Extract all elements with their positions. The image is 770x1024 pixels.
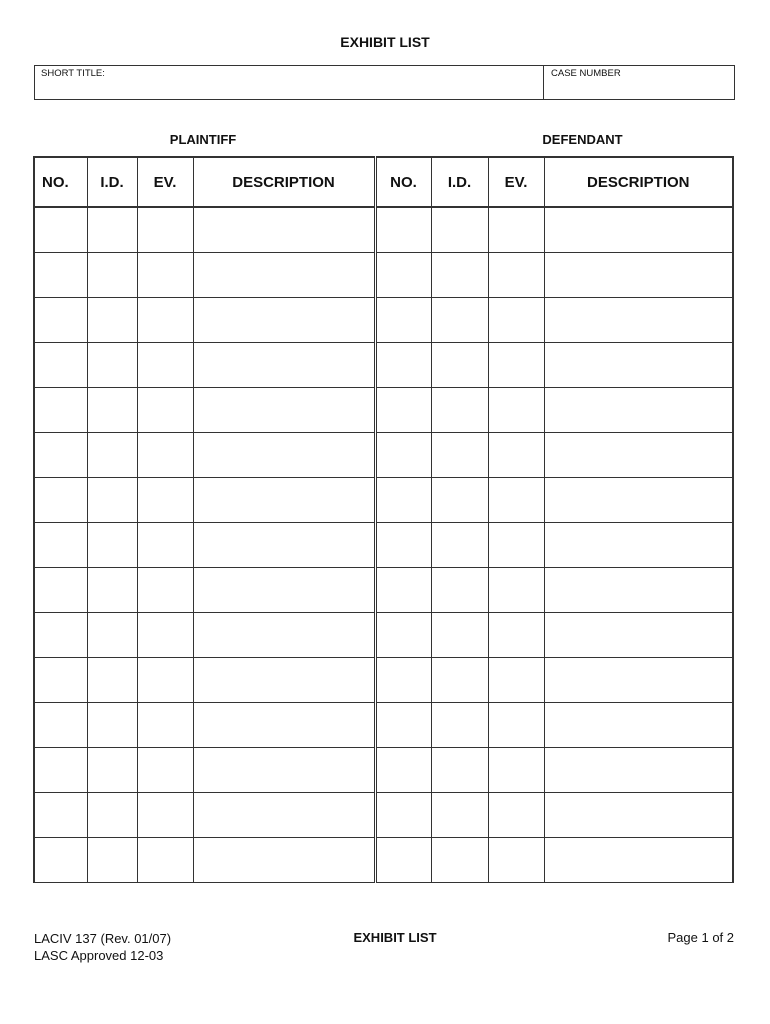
table-row (34, 522, 733, 567)
defendant-ev-cell[interactable] (488, 297, 544, 342)
plaintiff-id-cell[interactable] (87, 522, 137, 567)
defendant-ev-cell[interactable] (488, 837, 544, 882)
plaintiff-no-cell[interactable] (34, 432, 87, 477)
defendant-id-cell[interactable] (431, 567, 488, 612)
plaintiff-id-cell[interactable] (87, 747, 137, 792)
defendant-description-cell[interactable] (544, 837, 733, 882)
defendant-ev-cell[interactable] (488, 522, 544, 567)
plaintiff-id-cell[interactable] (87, 657, 137, 702)
plaintiff-ev-cell[interactable] (137, 387, 193, 432)
short-title-label: SHORT TITLE: (41, 68, 105, 79)
plaintiff-no-cell[interactable] (34, 387, 87, 432)
plaintiff-description-cell[interactable] (193, 477, 375, 522)
form-title: EXHIBIT LIST (340, 34, 430, 50)
defendant-description-cell[interactable] (544, 702, 733, 747)
plaintiff-no-cell[interactable] (34, 297, 87, 342)
defendant-no-cell[interactable] (375, 657, 431, 702)
plaintiff-id-cell[interactable] (87, 342, 137, 387)
defendant-no-cell[interactable] (375, 612, 431, 657)
defendant-id-cell[interactable] (431, 522, 488, 567)
defendant-id-cell[interactable] (431, 792, 488, 837)
form-number: LACIV 137 (Rev. 01/07) (34, 931, 172, 946)
plaintiff-ev-cell[interactable] (137, 747, 193, 792)
defendant-ev-cell[interactable] (488, 567, 544, 612)
plaintiff-description-cell[interactable] (193, 207, 375, 252)
defendant-id-cell[interactable] (431, 657, 488, 702)
plaintiff-ev-cell[interactable] (137, 522, 193, 567)
defendant-no-cell[interactable] (375, 477, 431, 522)
plaintiff-label: PLAINTIFF (169, 132, 237, 147)
header-divider (543, 66, 544, 99)
plaintiff-description-cell[interactable] (193, 387, 375, 432)
table-row (34, 252, 733, 297)
table-row (34, 297, 733, 342)
defendant-description-cell[interactable] (544, 252, 733, 297)
table-row (34, 747, 733, 792)
defendant-description-cell[interactable] (544, 342, 733, 387)
defendant-description-cell[interactable] (544, 747, 733, 792)
plaintiff-no-cell[interactable] (34, 477, 87, 522)
plaintiff-ev-cell[interactable] (137, 702, 193, 747)
plaintiff-id-cell[interactable] (87, 207, 137, 252)
table-row (34, 567, 733, 612)
defendant-description-cell[interactable] (544, 792, 733, 837)
defendant-ev-cell[interactable] (488, 477, 544, 522)
table-row (34, 837, 733, 882)
defendant-no-cell[interactable] (375, 342, 431, 387)
plaintiff-no-cell[interactable] (34, 747, 87, 792)
defendant-id-cell[interactable] (431, 702, 488, 747)
plaintiff-ev-cell[interactable] (137, 252, 193, 297)
defendant-id-cell[interactable] (431, 207, 488, 252)
plaintiff-id-cell[interactable] (87, 837, 137, 882)
defendant-ev-cell[interactable] (488, 657, 544, 702)
defendant-ev-cell[interactable] (488, 252, 544, 297)
defendant-ev-header: EV. (488, 157, 544, 207)
plaintiff-ev-cell[interactable] (137, 342, 193, 387)
defendant-description-cell[interactable] (544, 297, 733, 342)
plaintiff-id-cell[interactable] (87, 612, 137, 657)
defendant-id-cell[interactable] (431, 432, 488, 477)
table-row (34, 477, 733, 522)
plaintiff-description-cell[interactable] (193, 252, 375, 297)
defendant-description-header: DESCRIPTION (544, 157, 733, 207)
defendant-ev-cell[interactable] (488, 207, 544, 252)
table-row (34, 342, 733, 387)
plaintiff-description-cell[interactable] (193, 342, 375, 387)
defendant-description-cell[interactable] (544, 387, 733, 432)
defendant-id-cell[interactable] (431, 747, 488, 792)
defendant-description-cell[interactable] (544, 657, 733, 702)
defendant-id-cell[interactable] (431, 342, 488, 387)
defendant-ev-cell[interactable] (488, 387, 544, 432)
plaintiff-no-cell[interactable] (34, 612, 87, 657)
defendant-no-header: NO. (375, 157, 431, 207)
defendant-id-cell[interactable] (431, 297, 488, 342)
table-header-row (34, 157, 733, 207)
plaintiff-ev-cell[interactable] (137, 477, 193, 522)
case-number-label: CASE NUMBER (551, 68, 621, 79)
plaintiff-no-cell[interactable] (34, 792, 87, 837)
plaintiff-ev-cell[interactable] (137, 567, 193, 612)
plaintiff-id-cell[interactable] (87, 477, 137, 522)
plaintiff-description-cell[interactable] (193, 702, 375, 747)
footer-title: EXHIBIT LIST (353, 930, 437, 945)
exhibit-table (33, 156, 734, 883)
defendant-description-cell[interactable] (544, 432, 733, 477)
table-row (34, 702, 733, 747)
table-row (34, 387, 733, 432)
plaintiff-ev-cell[interactable] (137, 432, 193, 477)
plaintiff-description-cell[interactable] (193, 657, 375, 702)
defendant-description-cell[interactable] (544, 207, 733, 252)
defendant-no-cell[interactable] (375, 792, 431, 837)
approval-text: LASC Approved 12-03 (34, 948, 164, 963)
defendant-ev-cell[interactable] (488, 747, 544, 792)
plaintiff-description-cell[interactable] (193, 792, 375, 837)
defendant-no-cell[interactable] (375, 522, 431, 567)
plaintiff-id-cell[interactable] (87, 567, 137, 612)
defendant-no-cell[interactable] (375, 387, 431, 432)
table-row (34, 207, 733, 252)
plaintiff-ev-cell[interactable] (137, 792, 193, 837)
plaintiff-ev-cell[interactable] (137, 837, 193, 882)
defendant-no-cell[interactable] (375, 252, 431, 297)
defendant-ev-cell[interactable] (488, 702, 544, 747)
plaintiff-description-cell[interactable] (193, 612, 375, 657)
page-number: Page 1 of 2 (667, 930, 734, 945)
defendant-label: DEFENDANT (542, 132, 623, 147)
defendant-ev-cell[interactable] (488, 342, 544, 387)
plaintiff-description-cell[interactable] (193, 837, 375, 882)
defendant-id-cell[interactable] (431, 252, 488, 297)
plaintiff-ev-header: EV. (137, 157, 193, 207)
defendant-id-header: I.D. (431, 157, 488, 207)
defendant-ev-cell[interactable] (488, 432, 544, 477)
plaintiff-description-cell[interactable] (193, 432, 375, 477)
defendant-no-cell[interactable] (375, 432, 431, 477)
defendant-id-cell[interactable] (431, 477, 488, 522)
defendant-description-cell[interactable] (544, 522, 733, 567)
plaintiff-ev-cell[interactable] (137, 297, 193, 342)
plaintiff-no-cell[interactable] (34, 657, 87, 702)
plaintiff-description-cell[interactable] (193, 522, 375, 567)
defendant-description-cell[interactable] (544, 477, 733, 522)
defendant-id-cell[interactable] (431, 387, 488, 432)
defendant-ev-cell[interactable] (488, 612, 544, 657)
defendant-no-cell[interactable] (375, 297, 431, 342)
plaintiff-description-cell[interactable] (193, 747, 375, 792)
plaintiff-no-cell[interactable] (34, 567, 87, 612)
plaintiff-id-header: I.D. (87, 157, 137, 207)
plaintiff-id-cell[interactable] (87, 252, 137, 297)
plaintiff-ev-cell[interactable] (137, 657, 193, 702)
plaintiff-no-cell[interactable] (34, 522, 87, 567)
defendant-no-cell[interactable] (375, 747, 431, 792)
defendant-id-cell[interactable] (431, 837, 488, 882)
defendant-description-cell[interactable] (544, 612, 733, 657)
plaintiff-id-cell[interactable] (87, 297, 137, 342)
table-row (34, 612, 733, 657)
plaintiff-no-cell[interactable] (34, 342, 87, 387)
plaintiff-no-cell[interactable] (34, 207, 87, 252)
plaintiff-no-cell[interactable] (34, 837, 87, 882)
case-header-box (34, 65, 735, 100)
plaintiff-description-header: DESCRIPTION (193, 157, 375, 207)
plaintiff-id-cell[interactable] (87, 387, 137, 432)
plaintiff-ev-cell[interactable] (137, 612, 193, 657)
defendant-no-cell[interactable] (375, 702, 431, 747)
plaintiff-description-cell[interactable] (193, 567, 375, 612)
defendant-no-cell[interactable] (375, 207, 431, 252)
plaintiff-description-cell[interactable] (193, 297, 375, 342)
table-row (34, 792, 733, 837)
plaintiff-no-cell[interactable] (34, 252, 87, 297)
defendant-no-cell[interactable] (375, 567, 431, 612)
plaintiff-id-cell[interactable] (87, 702, 137, 747)
defendant-id-cell[interactable] (431, 612, 488, 657)
table-row (34, 432, 733, 477)
plaintiff-no-cell[interactable] (34, 702, 87, 747)
plaintiff-id-cell[interactable] (87, 432, 137, 477)
defendant-description-cell[interactable] (544, 567, 733, 612)
plaintiff-no-header: NO. (34, 157, 87, 207)
plaintiff-id-cell[interactable] (87, 792, 137, 837)
plaintiff-ev-cell[interactable] (137, 207, 193, 252)
defendant-ev-cell[interactable] (488, 792, 544, 837)
defendant-no-cell[interactable] (375, 837, 431, 882)
table-row (34, 657, 733, 702)
